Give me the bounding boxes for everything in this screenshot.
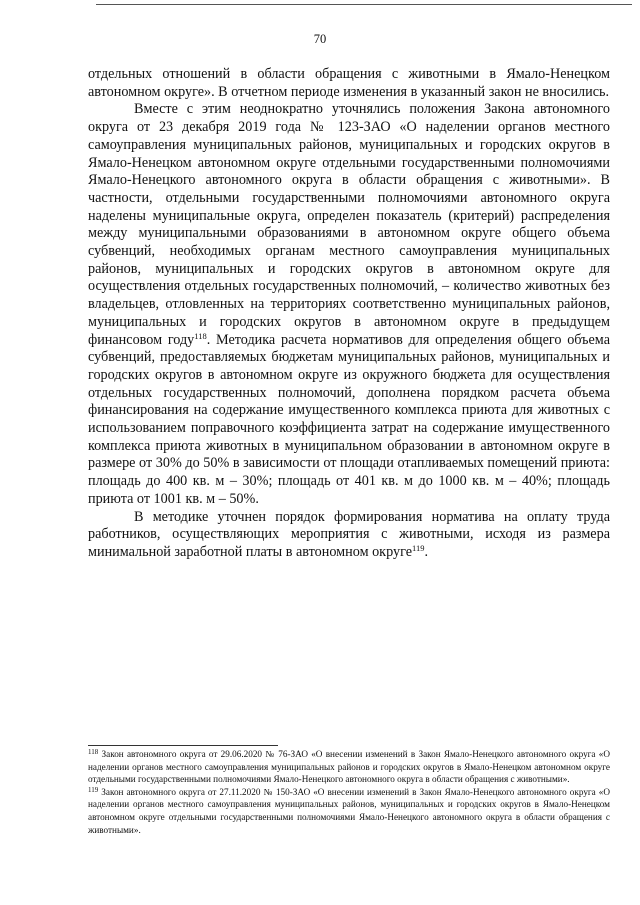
- footnote-118: [88, 748, 610, 786]
- paragraph-text: .: [424, 543, 428, 560]
- footnote-mark: 118: [88, 748, 99, 756]
- paragraph-law-amendments: [88, 101, 610, 508]
- paragraph-continuation: отдельных отношений в области обращения с животными в Ямало-Ненецком автономном округе». В отчетном периоде изменения в указанный закон не вносились.: [88, 66, 610, 100]
- paragraph-wage-methodology: [88, 509, 610, 562]
- footnote-reference-119[interactable]: 119: [412, 542, 425, 553]
- footnote-separator: [88, 745, 278, 746]
- document-body: [88, 66, 610, 562]
- page-number: 70: [313, 32, 327, 46]
- footnotes: [88, 748, 610, 836]
- top-border-line: [96, 4, 632, 5]
- footnote-119: [88, 786, 610, 836]
- paragraph-text: Вместе с этим неоднократно уточнялись положения Закона автономного округа от 23 декабря 2019 года № 123-ЗАО «О наделении органов местного самоуправления муниципальных районов, муниципальных и городских округов в Ямало-Ненецком автономном округе отдельными государственными полномочиями Ямало-Ненецкого автономного округа в области обращения с животными». В частности, отдельными государственными полномочиями автономного округа наделены муниципальные округа, определен показатель (критерий) распределения между муниципальными образованиями в автономном округе общего объема субвенций, необходимых органам местного самоуправления муниципальных районов, муниципальных и городских округов в автономном округе для осуществления отдельных государственных полномочий, – количество животных без владельцев, отловленных на территориях соответственно муниципальных районов, муниципальных и городских округов в автономном округе в предыдущем финансовом году: [88, 101, 610, 348]
- footnote-reference-118[interactable]: 118: [194, 330, 207, 341]
- paragraph-text: . Методика расчета нормативов для определения общего объема субвенций, предоставляемых бюджетам муниципальных районов, муниципальных и городских округов в автономном округе из окружного бюджета для осуществления отдельных государственных полномочий, дополнена порядком расчета объема финансирования на содержание имущественного комплекса приюта для животных с использованием поправочного коэффициента затрат на содержание имущественного комплекса приюта животных в муниципальном образовании в автономном округе в размере от 30% до 50% в зависимости от площади отапливаемых помещений приюта: площадь до 400 кв. м – 30%; площадь от 401 кв. м до 1000 кв. м – 40%; площадь приюта от 1001 кв. м – 50%.: [88, 331, 610, 507]
- footnote-text: Закон автономного округа от 27.11.2020 № 150-ЗАО «О внесении изменений в Закон Ямало-Ненецкого автономного округа «О наделении органов местного самоуправления муниципальных районов, муниципальных и городских округов в Ямало-Ненецком автономном округе отдельными государственными полномочиями Ямало-Ненецкого автономного округа в области обращения с животными».: [88, 786, 610, 835]
- paragraph-text: В методике уточнен порядок формирования норматива на оплату труда работников, осуществляющих мероприятия с животными, исходя из размера минимальной заработной платы в автономном округе: [88, 508, 610, 560]
- footnote-mark: 119: [88, 785, 99, 794]
- footnote-text: Закон автономного округа от 29.06.2020 № 76-ЗАО «О внесении изменений в Закон Ямало-Ненецкого автономного округа «О наделении органов местного самоуправления муниципальных районов и городских округов в Ямало-Ненецком автономном округе отдельными государственными полномочиями Ямало-Ненецкого автономного округа в области обращения с животными».: [88, 749, 610, 785]
